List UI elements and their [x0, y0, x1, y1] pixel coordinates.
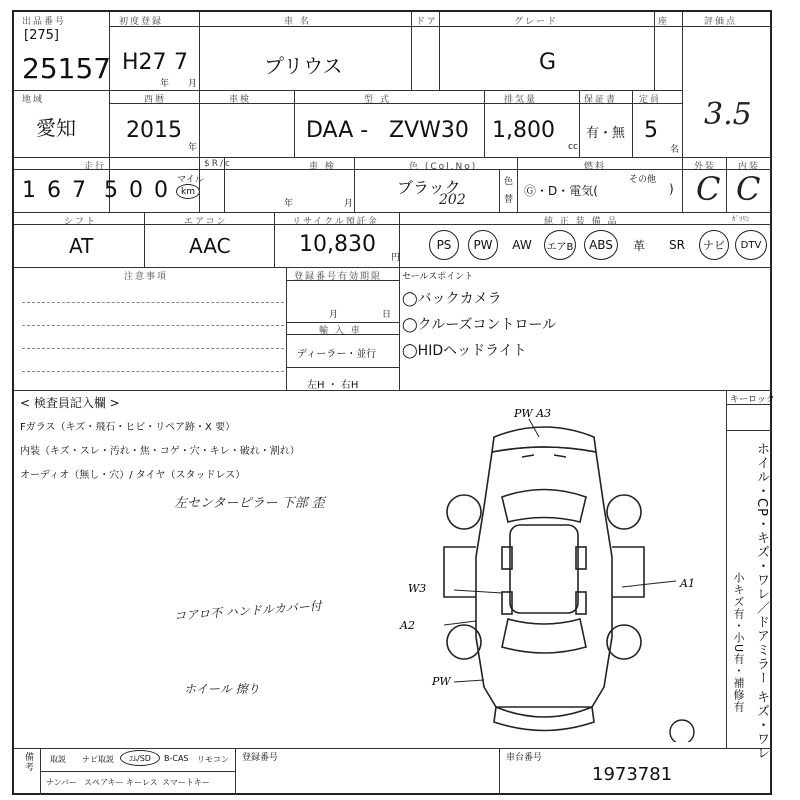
mileage-digit-1: 1: [22, 178, 36, 203]
mileage-digit-5: 0: [129, 178, 143, 203]
extra-header: ｶﾞｿﾘﾝ: [732, 215, 750, 223]
color-header: 色 (Col.No): [409, 162, 478, 172]
color-label: 色: [504, 177, 514, 187]
side-remarks-small: 小キズ有・小U有・補修有: [732, 572, 745, 714]
first-reg-header: 初度登録: [119, 17, 164, 27]
import-header: 輸 入 車: [319, 326, 362, 336]
bottom-side-label: 備考: [23, 752, 33, 772]
opt-manual: 取説: [50, 755, 66, 764]
interior-header: 内装: [738, 162, 761, 172]
chassis-number: 1973781: [592, 764, 673, 785]
fuel-close: ): [669, 182, 674, 196]
model-header: 型 式: [364, 95, 391, 105]
equip-leather: 革: [632, 238, 645, 253]
first-reg-year: H27: [122, 50, 167, 75]
opt-remote: リモコン: [197, 755, 229, 764]
warranty-header: 保証書: [584, 95, 618, 105]
equipment-header: 純 正 装 備 品: [544, 217, 619, 227]
displacement-header: 排気量: [504, 95, 538, 105]
fuel-options: Ⓖ・D・電気(: [524, 184, 598, 198]
capacity-value: 5: [644, 118, 658, 143]
sales-point-1: ◯バックカメラ: [402, 291, 502, 307]
equip-dtv: DTV: [735, 230, 767, 260]
doors-header: ドア: [416, 17, 438, 27]
aircon-header: エアコン: [184, 217, 228, 227]
opt-smart-key: スマートキー: [162, 778, 210, 787]
model-year-header: 西暦: [144, 95, 167, 105]
equip-aw: AW: [512, 238, 532, 252]
reg-month: 月: [329, 310, 339, 320]
sales-points-header: セールスポイント: [402, 272, 474, 282]
displacement-value: 1,800: [492, 118, 555, 143]
mileage-unit-km: km: [176, 184, 200, 199]
capacity-header: 定員: [639, 95, 662, 105]
inspection-type-header: 車検: [229, 95, 252, 105]
rating-header: 評価点: [704, 17, 738, 27]
model-year-unit: 年: [188, 143, 198, 153]
diagram-mark-a1: A1: [680, 577, 695, 590]
seats-header: 座: [658, 17, 670, 27]
handwritten-note-1: 左センターピラー 下部 歪: [174, 496, 325, 511]
inspection-header: 車 検: [309, 162, 336, 172]
opt-bcas: B-CAS: [164, 754, 189, 763]
model-year: 2015: [126, 118, 182, 143]
equip-ps: PS: [429, 230, 459, 260]
opt-sd: ｺﾑ/SD: [120, 750, 160, 766]
mileage-header: 走行: [84, 162, 107, 172]
color-code: 202: [439, 192, 466, 208]
equip-pw: PW: [468, 230, 498, 260]
displacement-unit: cc: [568, 142, 578, 152]
sales-point-3: ◯HIDヘッドライト: [402, 343, 527, 359]
fuel-header: 燃料: [584, 162, 607, 172]
first-reg-month-unit: 月: [188, 79, 198, 89]
equip-navi: ナビ: [699, 230, 729, 260]
equip-sr: SR: [669, 238, 685, 252]
reg-day: 日: [382, 310, 392, 320]
shift-value: AT: [69, 234, 94, 258]
opt-number: ナンバー: [46, 778, 78, 787]
inspection-year-unit: 年: [284, 199, 294, 209]
fuel-other: その他: [629, 175, 657, 185]
reg-no-header: 登録番号: [242, 753, 279, 763]
diagram-mark-pw: PW: [432, 675, 451, 688]
side-remarks: ホイル・CP・キズ・ワレ／ドアミラー キズ・ワレ: [754, 442, 769, 761]
inspection-month-unit: 月: [344, 199, 354, 209]
opt-spare-key: スペアキー: [84, 778, 124, 787]
key-lock-header: キーロック: [730, 395, 775, 405]
recycle-unit: 円: [391, 253, 401, 263]
recycle-value: 10,830: [299, 232, 376, 257]
diagram-mark-a2: A2: [400, 619, 415, 632]
region-value: 愛知: [36, 116, 76, 140]
recycle-header: リサイクル預託金: [292, 217, 379, 227]
sales-point-2: ◯クルーズコントロール: [402, 317, 557, 333]
mileage-digit-4: 5: [104, 178, 118, 203]
import-steering: 左H ・ 右H: [307, 380, 359, 391]
opt-keyless: キーレス: [126, 778, 158, 787]
mileage-digit-2: 6: [47, 178, 61, 203]
region-header: 地域: [22, 95, 45, 105]
handwritten-note-3: ホイール 擦り: [184, 682, 260, 696]
inspection-line-interior: 内装（キズ・スレ・汚れ・焦・コゲ・穴・キレ・破れ・割れ）: [20, 446, 300, 457]
interior-grade: C: [736, 170, 761, 208]
car-damage-diagram: [384, 397, 704, 742]
rating-value: 3.5: [704, 97, 752, 132]
reg-expiry-header: 登録番号有効期限: [294, 272, 383, 282]
diagram-mark-w3: W3: [408, 582, 427, 595]
first-reg-year-unit: 年: [160, 79, 170, 89]
opt-navi-manual: ナビ取説: [82, 755, 114, 764]
equip-airbag: エアB: [544, 230, 576, 260]
exterior-header: 外装: [694, 162, 717, 172]
grade-value: G: [539, 50, 557, 75]
mileage-digit-6: 0: [154, 178, 168, 203]
mileage-unit-mile: マイル: [177, 175, 204, 185]
import-dealer: ディーラー・並行: [297, 349, 377, 360]
car-name: プリウス: [264, 54, 343, 78]
capacity-unit: 名: [670, 145, 680, 155]
model-prefix: DAA -: [306, 118, 369, 143]
first-reg-month: 7: [174, 50, 188, 75]
warranty-value: 有・無: [586, 126, 626, 141]
inspection-line-glass: Fガラス（キズ・飛石・ヒビ・リペア跡・X 要）: [20, 422, 236, 433]
aircon-value: AAC: [189, 234, 231, 258]
inspector-header: < 検査員記入欄 >: [20, 396, 120, 410]
handwritten-note-2: コアロ不 ハンドルカバー付: [173, 598, 323, 624]
color-swap-label: 替: [504, 195, 514, 205]
lot-code: [275]: [24, 28, 59, 43]
inspection-line-audio: オーディオ（無し・穴）/ タイヤ（スタッドレス）: [20, 470, 246, 481]
model-code: ZVW30: [389, 118, 469, 143]
lot-no-header: 出品番号: [22, 17, 67, 27]
car-name-header: 車 名: [284, 17, 311, 27]
auction-sheet: 出品番号 [275] 25157 初度登録 H27 7 年 月 車 名 プリウス ドア グレード G 座 評価点 3.5 地域 愛知 西暦 2015 年 車検 型 式 DAA - ZVW30 排気量 1,800 cc 保証書 有・無 定員 5 名 走行 1 6 7 5 0 0 マイル km $R/c 車 検 年 月 色 (Col.No) ブラック 202 色 替 燃料 Ⓖ・D・電気( その他 ) 外装 C 内装 C シフト AT エアコン AAC リサイクル預託金 10,830 円 純 正 装 備 品 ｶﾞｿﾘﾝ PS PW AW エアB ABS 革 SR ナビ DTV 注意事項 登録番号有効期限 月 日 輸 入 車 ディーラー・並行 左H ・ 右H セールスポイント ◯バックカメラ ◯クルーズコントロール ◯HIDヘッドライト < 検査員記入欄 > Fガラス（キズ・飛石・ヒビ・リペア跡・X 要） 内装（キズ・スレ・汚れ・焦・コゲ・穴・キレ・破れ・割れ） オーディオ（無し・穴）/ タイヤ（スタッドレス） 左センターピラー 下部 歪 コアロ不 ハンドルカバー付 ホイール 擦り PW A3 W3 A1 A2 PW キーロック ホイル・CP・キズ・ワレ／ドアミラー キズ・ワレ 小キズ有・小U有・補修有 備考 取説 ナビ取説 ｺﾑ/SD B-CAS リモコン ナンバー スペアキー キーレス スマートキー 登録番号 車台番号 1973781: [12, 10, 772, 795]
exterior-grade: C: [696, 170, 721, 208]
chassis-header: 車台番号: [506, 753, 543, 763]
lot-number: 25157: [22, 52, 112, 85]
shift-header: シフト: [64, 217, 98, 227]
color-value: ブラック: [397, 178, 461, 197]
grade-header: グレード: [514, 17, 559, 27]
mileage-digit-3: 7: [72, 178, 86, 203]
diagram-mark-front: PW A3: [514, 407, 552, 420]
notes-header: 注意事項: [124, 272, 169, 282]
equip-abs: ABS: [584, 230, 618, 260]
